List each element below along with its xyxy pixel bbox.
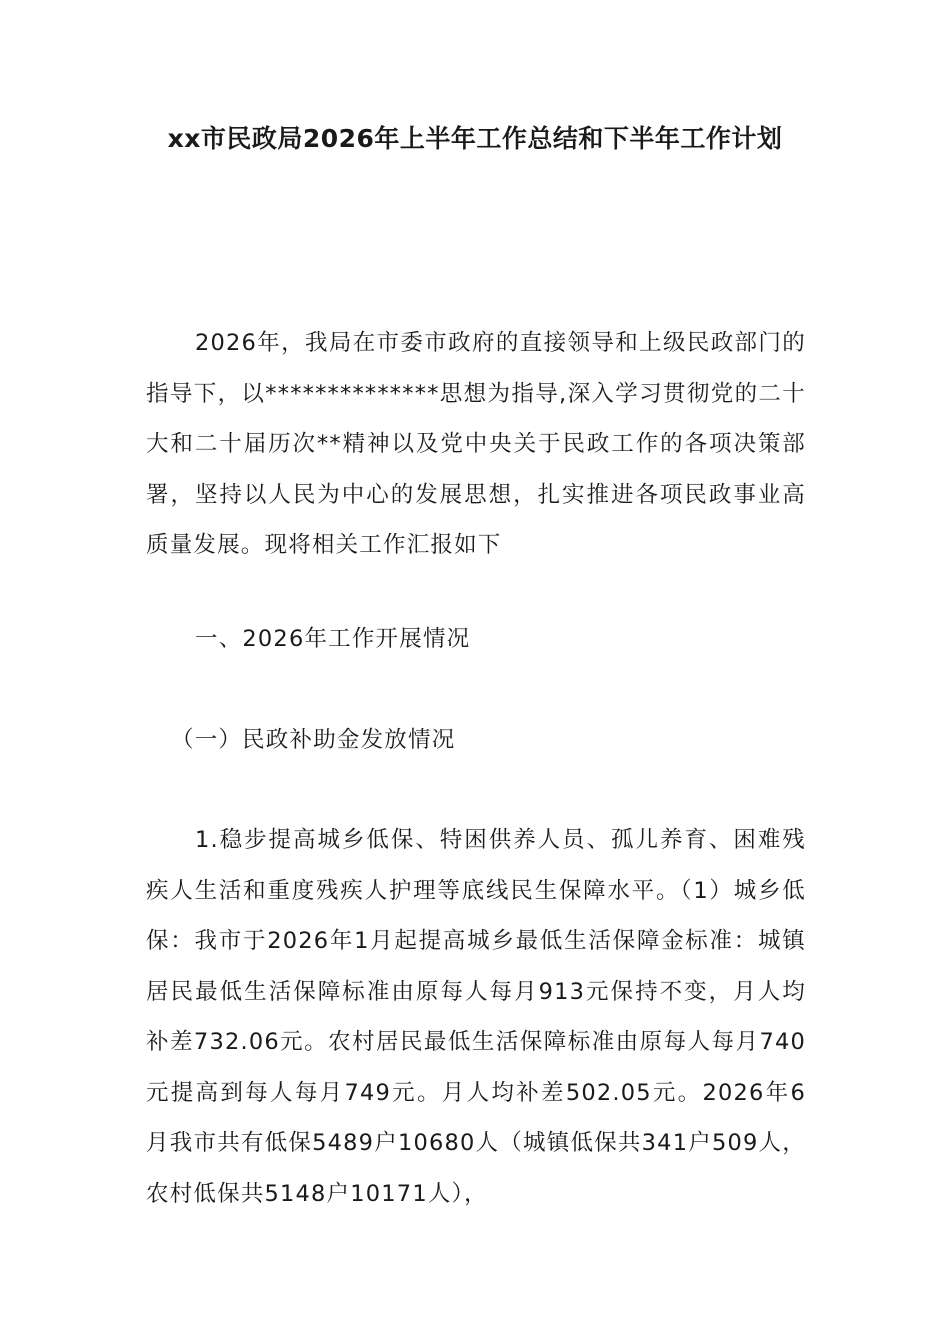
document-title: xx市民政局2026年上半年工作总结和下半年工作计划: [167, 124, 783, 153]
section-heading: 一、2026年工作开展情况: [195, 626, 471, 652]
intro-paragraph: 2026年，我局在市委市政府的直接领导和上级民政部门的指导下，以**************思想为指导,深入学习贯彻党的二十大和二十届历次**精神以及党中央关于民政工作的各项决策部署，坚持以人民为中心的发展思想，扎实推进各项民政事业高质量发展。现将相关工作汇报如下: [146, 330, 806, 558]
item-paragraph: 1.稳步提高城乡低保、特困供养人员、孤儿养育、困难残疾人生活和重度残疾人护理等底线民生保障水平。（1）城乡低保：我市于2026年1月起提高城乡最低生活保障金标准：城镇居民最低生活保障标准由原每人每月913元保持不变，月人均补差732.06元。农村居民最低生活保障标准由原每人每月740元提高到每人每月749元。月人均补差502.05元。2026年6月我市共有低保5489户10680人（城镇低保共341户509人，农村低保共5148户10171人），: [146, 827, 806, 1207]
subsection-heading: （一）民政补助金发放情况: [171, 727, 456, 753]
